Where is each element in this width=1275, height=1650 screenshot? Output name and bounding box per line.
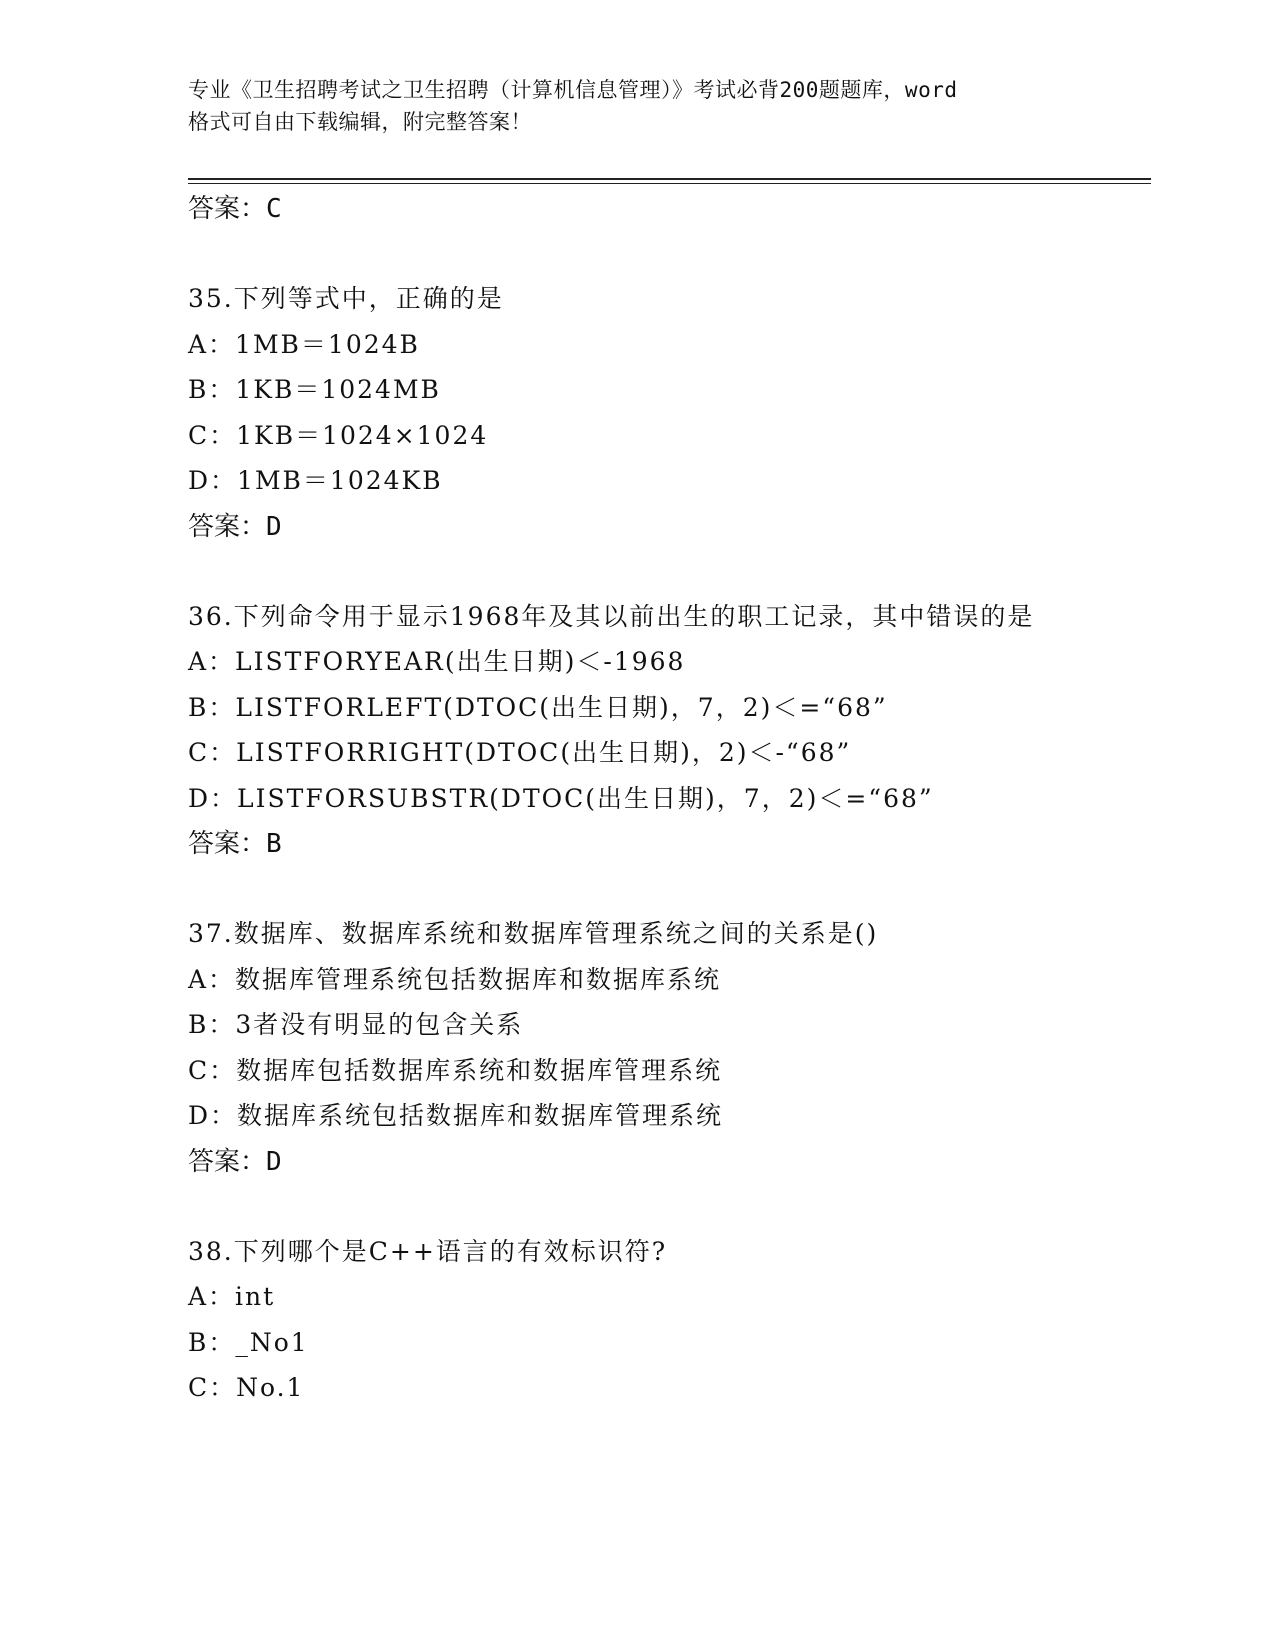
option-c: C：LISTFORRIGHT(DTOC(出生日期)，2)＜-“68” (188, 738, 852, 767)
header-line-1: 专业《卫生招聘考试之卫生招聘（计算机信息管理）》考试必背200题题库，word (188, 78, 958, 102)
spacer (188, 867, 1088, 911)
spacer (188, 232, 1088, 276)
answer-line: 答案：D (188, 1146, 282, 1177)
spacer (188, 550, 1088, 594)
option-b: B：1KB＝1024MB (188, 375, 441, 404)
answer-line: 答案：C (188, 194, 282, 224)
option-c: C：1KB＝1024×1024 (188, 420, 489, 450)
option-a: A：1MB＝1024B (188, 329, 420, 359)
question-text: 38.下列哪个是C++语言的有效标识符? (188, 1236, 668, 1266)
option-a: A：LISTFORYEAR(出生日期)＜-1968 (188, 647, 686, 676)
option-b: B：3者没有明显的包含关系 (188, 1010, 524, 1039)
option-c: C：数据库包括数据库系统和数据库管理系统 (188, 1055, 723, 1085)
answer-line: 答案：B (188, 829, 282, 859)
option-d: D：LISTFORSUBSTR(DTOC(出生日期)，7，2)＜=“68” (188, 783, 934, 813)
question-text: 37.数据库、数据库系统和数据库管理系统之间的关系是() (188, 919, 879, 948)
option-a: A：int (188, 1282, 276, 1311)
question-text: 35.下列等式中，正确的是 (188, 284, 504, 313)
question-list (188, 186, 1088, 1411)
option-b: B：LISTFORLEFT(DTOC(出生日期)，7，2)＜=“68” (188, 692, 888, 722)
header-divider-thin (188, 183, 1151, 184)
header-divider-thick (188, 178, 1151, 180)
option-b: B：_No1 (188, 1327, 309, 1357)
header-line-2: 格式可自由下载编辑，附完整答案！ (188, 110, 532, 134)
question-block (188, 1229, 1088, 1411)
option-d: D：数据库系统包括数据库和数据库管理系统 (188, 1101, 724, 1130)
option-a: A：数据库管理系统包括数据库和数据库系统 (188, 964, 722, 994)
option-c: C：No.1 (188, 1373, 305, 1402)
option-d: D：1MB＝1024KB (188, 466, 443, 495)
answer-line: 答案：D (188, 511, 282, 542)
question-block (188, 276, 1088, 550)
question-block (188, 911, 1088, 1185)
document-header (188, 74, 1098, 138)
question-text: 36.下列命令用于显示1968年及其以前出生的职工记录，其中错误的是 (188, 601, 1035, 631)
spacer (188, 1185, 1088, 1229)
question-block (188, 594, 1088, 868)
